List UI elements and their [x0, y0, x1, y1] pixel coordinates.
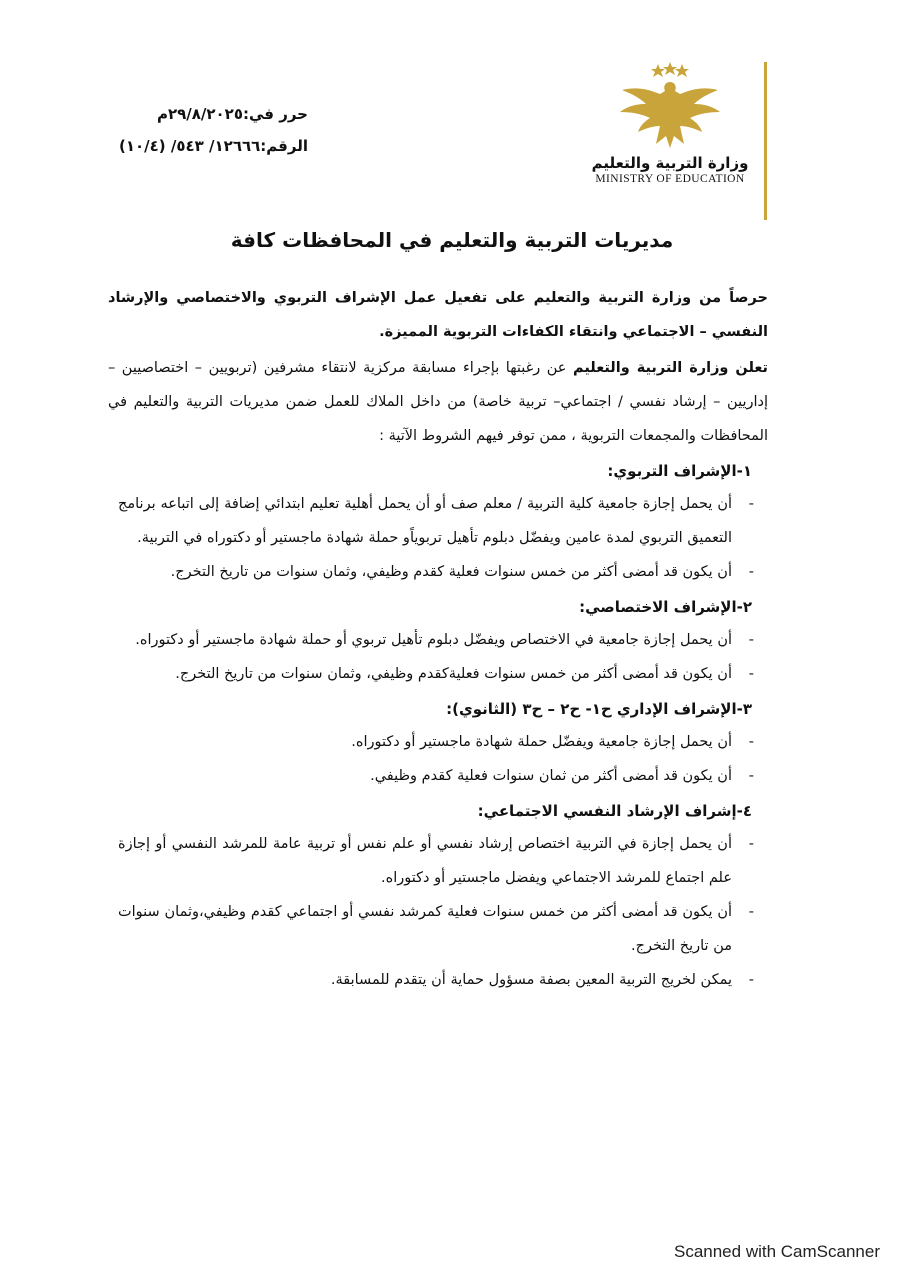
- scanner-watermark: Scanned with CamScanner: [673, 1242, 880, 1261]
- list-item-text: أن يحمل إجازة جامعية في الاختصاص ويفضّل دبلوم تأهيل تربوي أو حملة شهادة ماجستير أو دكتوراه.: [135, 632, 732, 648]
- intro-paragraph-2: [108, 351, 768, 453]
- list-item-text: أن يحمل إجازة في التربية اختصاص إرشاد نفسي أو علم نفس أو تربية عامة للمرشد النفسي أو إجازة علم اجتماع للمرشد الاجتماعي ويفضل ماجستير أو دكتوراه.: [118, 836, 732, 886]
- list-item-text: أن يكون قد أمضى أكثر من خمس سنوات فعليةكقدم وظيفي، وثمان سنوات من تاريخ التخرج.: [175, 666, 732, 682]
- bullet-dash: -: [748, 632, 754, 648]
- list-item: [118, 487, 754, 555]
- list-item: [118, 623, 754, 657]
- list-item-text: أن يحمل إجازة جامعية ويفضّل حملة شهادة ماجستير أو دكتوراه.: [351, 734, 732, 750]
- section-heading-counseling: ٤-إشراف الإرشاد النفسي الاجتماعي:: [477, 802, 752, 820]
- eagle-emblem-icon: [610, 60, 730, 152]
- list-item: [118, 963, 754, 997]
- ministry-name-arabic: وزارة التربية والتعليم: [591, 154, 749, 172]
- list-item-text: يمكن لخريج التربية المعين بصفة مسؤول حماية أن يتقدم للمسابقة.: [330, 972, 732, 988]
- list-item: [118, 895, 754, 963]
- letter-meta: [118, 98, 308, 162]
- list-item-text: أن يحمل إجازة جامعية كلية التربية / معلم صف أو أن يحمل أهلية تعليم ابتدائي إضافة إلى اتباعه برنامج التعميق التربوي لمدة عامين ويفضّل دبلوم تأهيل تربوياًو حملة شهادة ماجستير أو دكتوراه في التربية.: [118, 496, 732, 546]
- intro-paragraph-2-lead: تعلن وزارة التربية والتعليم: [572, 360, 768, 376]
- intro-paragraph-1: حرصاً من وزارة التربية والتعليم على تفعيل عمل الإشراف التربوي والاختصاصي والإرشاد النفسي – الاجتماعي وانتقاء الكفاءات التربوية المميزة.: [108, 290, 768, 340]
- bullet-dash: -: [748, 564, 754, 580]
- bullet-dash: -: [748, 768, 754, 784]
- list-item-text: أن يكون قد أمضى أكثر من خمس سنوات فعلية كمرشد نفسي أو اجتماعي كقدم وظيفي،وثمان سنوات من تاريخ التخرج.: [118, 904, 732, 954]
- issue-date: حرر في:٢٩/٨/٢٠٢٥م: [156, 105, 308, 123]
- letterhead-divider: [764, 62, 767, 220]
- list-item-text: أن يكون قد أمضى أكثر من ثمان سنوات فعلية كقدم وظيفي.: [370, 768, 732, 784]
- section-heading-administrative: ٣-الإشراف الإداري ح١- ح٢ – ح٣ (الثانوي):: [446, 700, 752, 718]
- bullet-dash: -: [748, 496, 754, 512]
- bullet-dash: -: [748, 904, 754, 920]
- section-heading-specialist: ٢-الإشراف الاختصاصي:: [579, 598, 752, 616]
- bullet-dash: -: [748, 972, 754, 988]
- bullet-dash: -: [748, 734, 754, 750]
- document-title: مديريات التربية والتعليم في المحافظات كافة: [230, 228, 674, 252]
- bullet-dash: -: [748, 666, 754, 682]
- bullet-dash: -: [748, 836, 754, 852]
- document-body: [0, 225, 904, 997]
- ministry-logo: [580, 60, 760, 185]
- ministry-name-english: MINISTRY OF EDUCATION: [595, 173, 745, 185]
- list-item: [118, 555, 754, 589]
- list-item: [118, 725, 754, 759]
- list-item: [118, 759, 754, 793]
- section-heading-educational: ١-الإشراف التربوي:: [607, 462, 752, 480]
- list-item-text: أن يكون قد أمضى أكثر من خمس سنوات فعلية كقدم وظيفي، وثمان سنوات من تاريخ التخرج.: [170, 564, 732, 580]
- intro-paragraph-2-rest: عن رغبتها بإجراء مسابقة مركزية لانتقاء مشرفين (تربويين – اختصاصيين – إداريين – إرشاد نفسي / اجتماعي– تربية خاصة) من داخل الملاك للعمل ضمن مديريات التربية والتعليم في المحافظات والمجمعات التربوية ، ممن توفر فيهم الشروط الآتية :: [108, 360, 768, 444]
- list-item: [118, 657, 754, 691]
- list-item: [118, 827, 754, 895]
- reference-number: الرقم:١٢٦٦٦/ ٥٤٣/ (١٠/٤): [118, 137, 308, 155]
